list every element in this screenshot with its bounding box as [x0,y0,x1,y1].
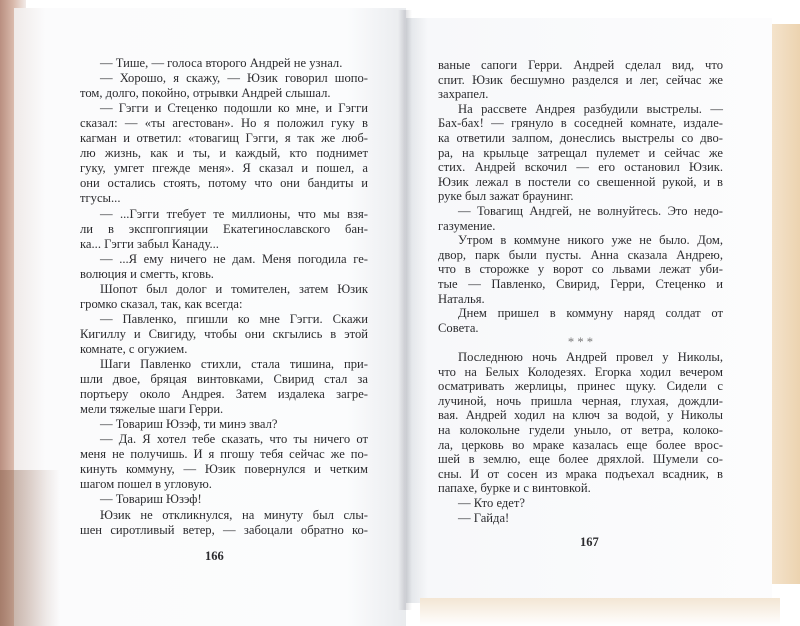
text-line: На рассвете Андрея разбудили выстрелы. — [458,101,723,116]
book-cover-shadow [0,470,60,626]
text-line: тые — Павленко, Свирид, Герри, Стеценко и [438,277,723,291]
text-line: спит. Юзик бесшумно разделся и лег, сейчас же [438,72,723,87]
text-line: Наталья. [438,291,485,306]
text-line: Бах-бах! — грянуло в соседней комнате, издале- [438,116,723,131]
page-number-left: 166 [205,549,224,563]
text-line: сказал: — «ты агестован». Но я положил гуку в [80,116,368,131]
text-line: комнате, с огужием. [80,341,188,356]
text-line: они остались стоять, потому что они бандиты и [80,176,368,191]
text-line: портьеру около Андрея. Затем издалека загре- [80,387,368,402]
text-line: шагом пошел в угловую. [80,477,212,492]
text-line: — ...Я ему ничего не дам. Меня погодила ге- [100,251,368,266]
text-line: Последнюю ночь Андрей провел у Николы, [458,350,723,364]
text-line: — Гэгги и Стеценко подошли ко мне, и Гэгги [100,101,368,116]
text-line: меня не получишь. И я пгошу тебя сейчас же по- [80,447,368,462]
text-line: лю жизнь, как и ты, и каждый, кто поднимет [80,146,368,161]
text-line: кагман и ответил: «товагищ Гэгги, я так же люб- [80,131,368,146]
text-line: шей в землю, еще более дряхлой. Шумели со- [438,452,723,467]
text-line: ли в экспгопгияции Екатегинославского бан- [80,221,368,236]
text-line: Шопот был долог и томителен, затем Юзик [100,281,368,296]
text-line: тгусы... [80,191,121,206]
text-line: на колокольне гудели уныло, от ветра, колоко- [438,423,723,437]
text-line: ваные сапоги Герри. Андрей сделал вид, что [438,58,723,72]
text-line: — Кто едет? [458,496,525,510]
text-line: ка ответили залпом, донеслись выстрелы со дво- [438,131,723,145]
text-line: руке был зажат браунинг. [438,189,574,204]
text-line: двор, парк были пусты. Анна сказала Андрею, [438,247,723,262]
text-line: Юзик не откликнулся, на минуту был слы- [100,507,368,522]
text-line: Днем пришел в коммуну наряд солдат от [458,306,723,321]
text-line: — Товариш Юзэф! [100,492,202,507]
text-line: — Товагищ Андгей, не волнуйтесь. Это недо- [458,204,723,218]
book-edge-right [772,24,800,584]
text-line: захрапел. [438,87,489,102]
text-line: — Павленко, пгишли ко мне Гэгги. Скажи [100,311,368,326]
text-line: газумение. [438,218,496,233]
text-line: — Тише, — голоса второго Андрей не узнал. [100,56,343,70]
book-edge-bottom [420,598,780,626]
text-line: шен сиротливый ветер, — забоцали обратно ко- [80,522,368,537]
text-line: папахе, бурке и с винтовкой. [438,481,591,496]
text-line: волюция и смегть, кговь. [80,266,214,281]
text-line: — Товариш Юзэф, ти минэ звал? [100,417,278,432]
text-line: кинуть коммуну, — Юзик повернулся и четким [80,462,368,477]
section-separator: * * * [567,335,594,350]
text-line: лучиной, ночь пришла черная, глухая, дождли- [438,393,723,408]
text-line: — Гайда! [458,510,510,525]
book-spine [398,10,412,610]
text-line: Утром в коммуне никого уже не было. Дом, [458,233,723,248]
text-line: — Да. Я хотел тебе сказать, что ты ничего от [100,432,368,447]
text-line: Кигиллу и Свигиду, чтобы они скгылись в этой [80,326,368,341]
text-line: гуку, умгет пгежде меня». Я сказал и пошел, а [80,161,368,176]
text-line: вая. Андрей ходил на ключ за водой, у Николы [438,408,723,423]
text-line: что в сторожке у ворот со львами лежат уби- [438,262,723,277]
text-line: Совета. [438,320,479,335]
text-line: шли двое, бряцая винтовками, Свирид стал за [80,372,368,387]
text-line: том, долго, покойно, отрывки Андрей слышал. [80,86,331,101]
text-line: что на Белых Колодезях. Егорка ходил вечером [438,364,723,379]
text-line: Юзик лежал в постели со свешенной рукой, и в [438,174,723,189]
text-line: сны. И от сосен из мрака подъехал всадник, в [438,466,723,481]
text-line: мели тяжелые шаги Герри. [80,402,224,417]
page-number-right: 167 [580,535,599,549]
text-line: ка... Гэгги забыл Канаду... [80,236,219,251]
text-line: стих. Андрей вскочил — его остановил Юзик. [438,160,723,175]
text-line: ла, церковь во мраке казалась еще более врос- [438,437,723,452]
text-line: Шаги Павленко стихли, стала тишина, при- [100,357,368,371]
text-line: — ...Гэгги тгебует те миллионы, что мы взя- [100,206,368,221]
text-line: громко сказал, так, как всегда: [80,296,243,311]
text-line: — Хорошо, я скажу, — Юзик говорил шопо- [100,71,368,86]
text-line: ра, на крыльце затрещал пулемет и сейчас же [438,145,723,160]
text-line: осматривать жерлицы, принес щуку. Сидели с [438,379,723,394]
